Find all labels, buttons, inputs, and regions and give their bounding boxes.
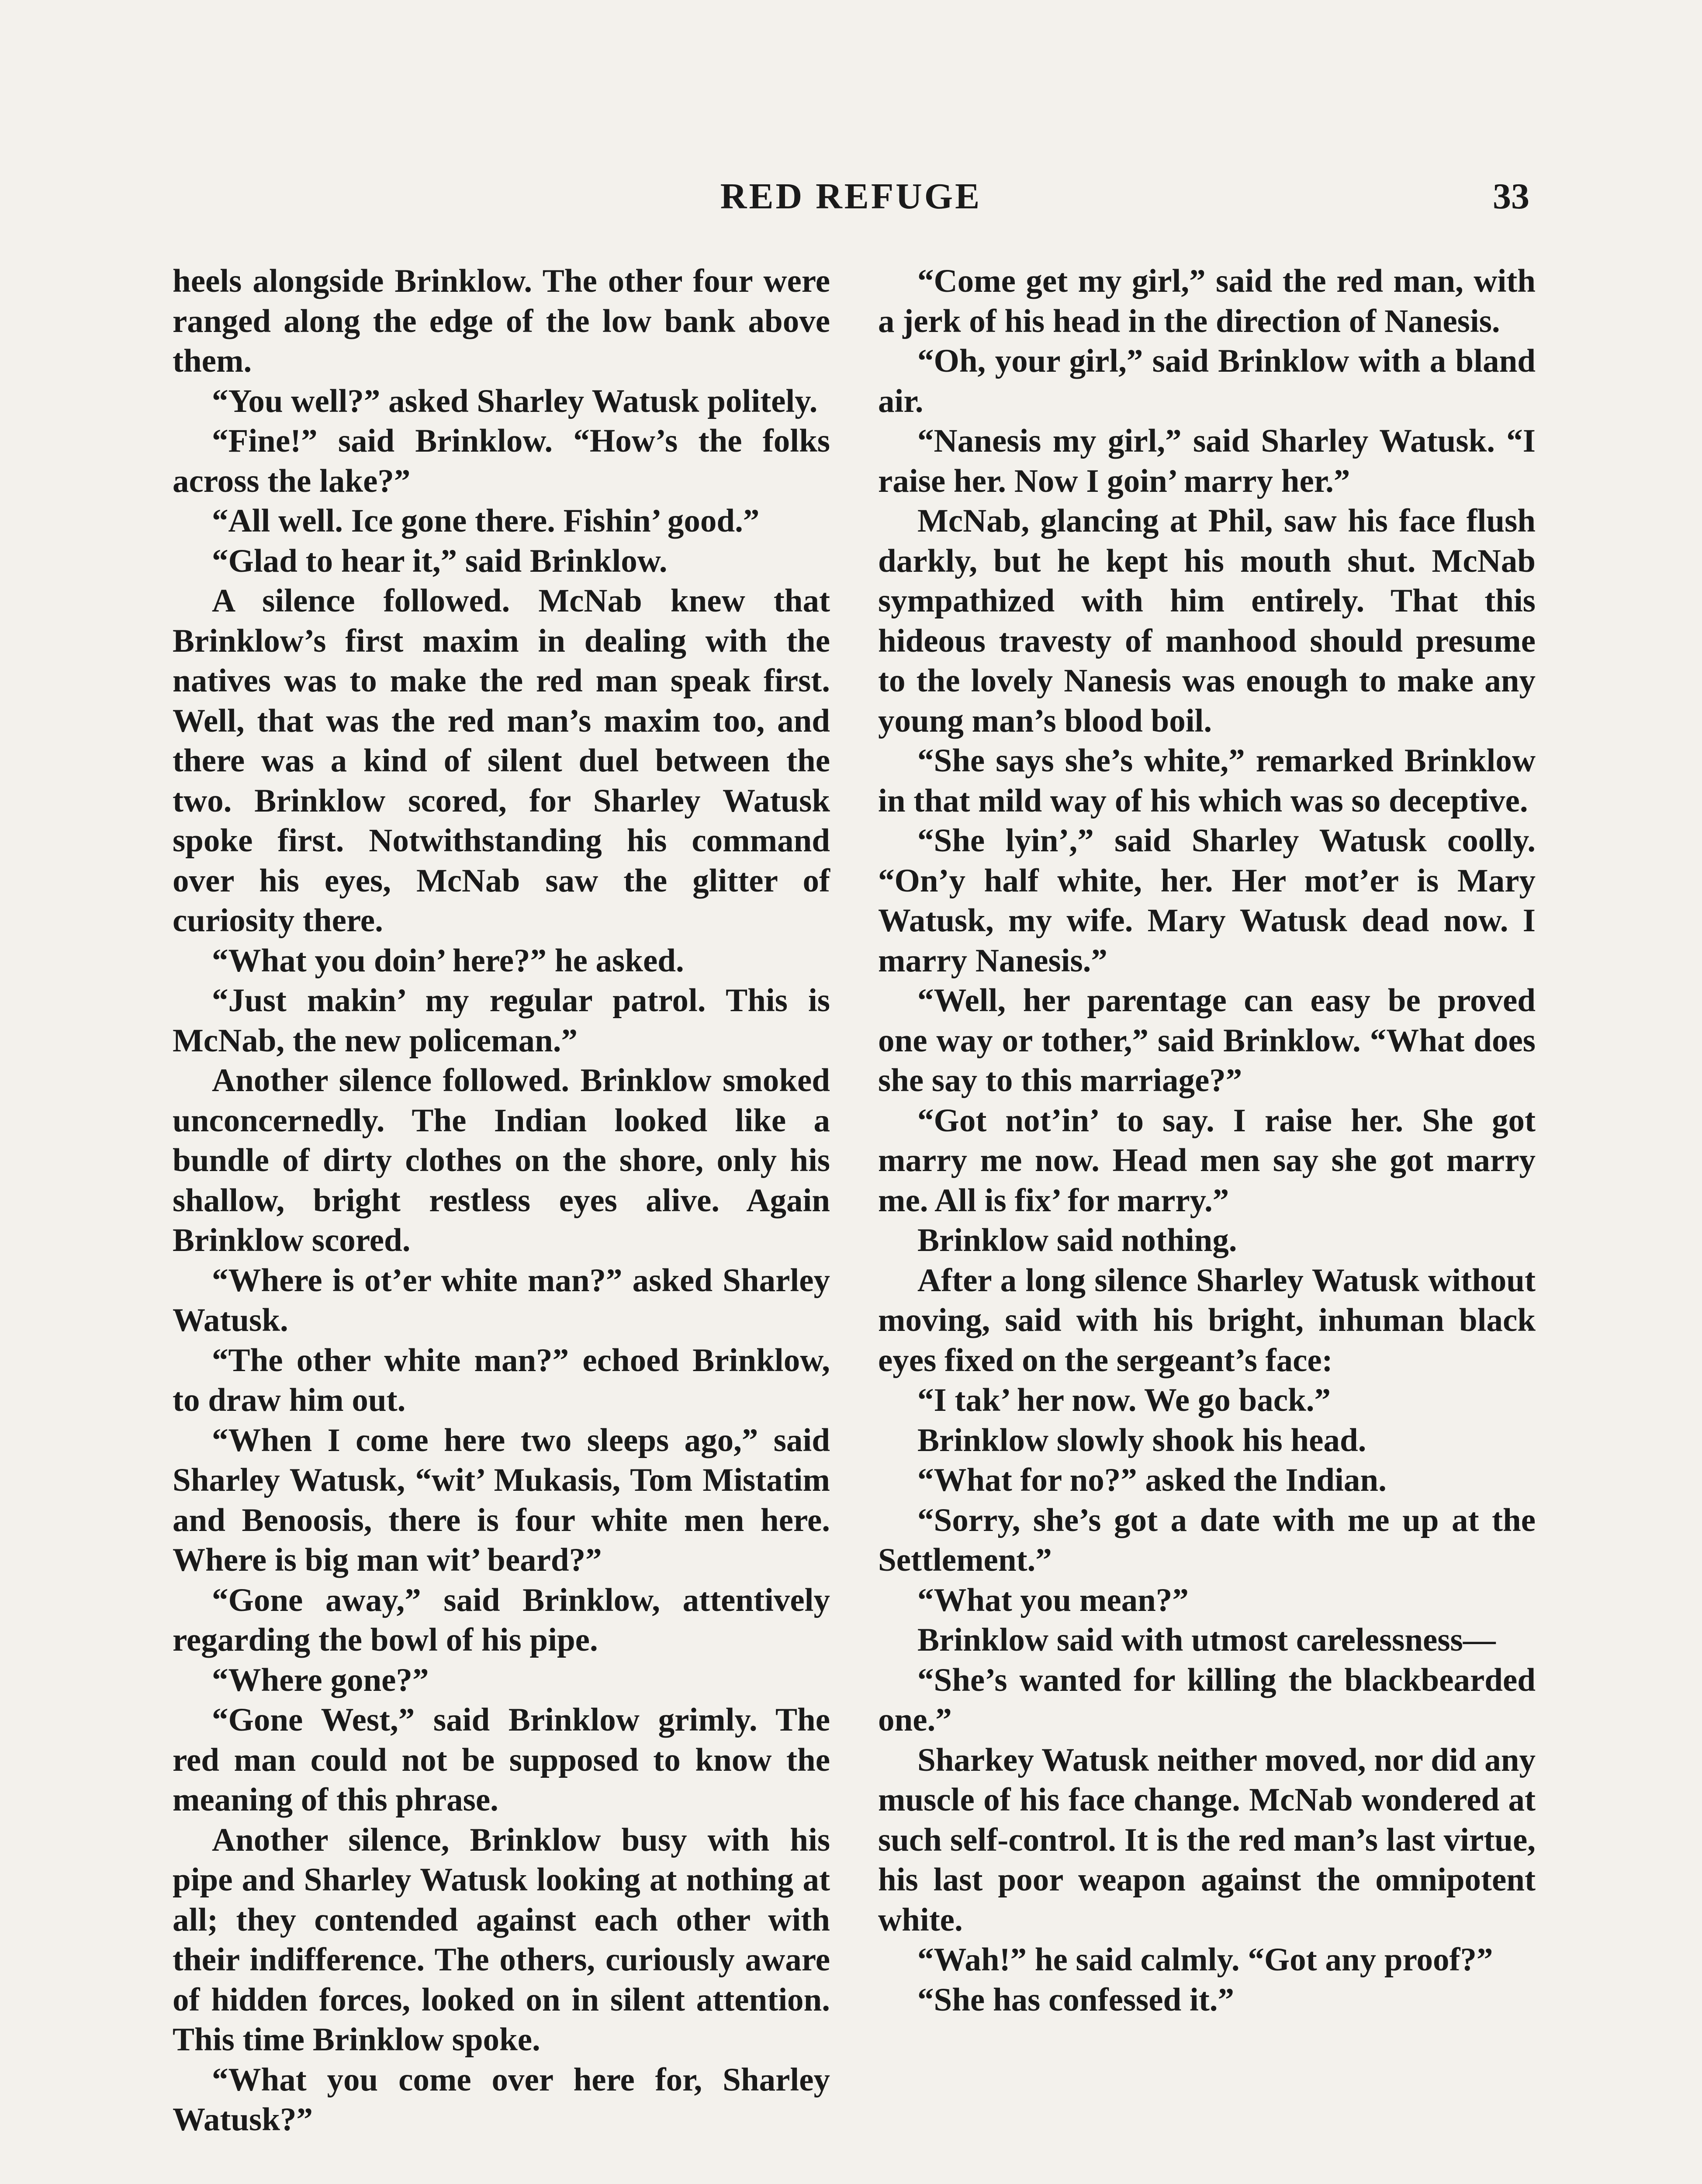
- paragraph: “All well. Ice gone there. Fishin’ good.”: [212, 503, 760, 539]
- paragraph: “Glad to hear it,” said Brinklow.: [212, 543, 668, 579]
- paragraph: “You well?” asked Sharley Watusk politely.: [212, 383, 818, 419]
- paragraph: “When I come here two sleeps ago,” said Sharley Watusk, “wit’ Mukasis, Tom Mistatim and Benoosis, there is four white men here. Where is big man wit’ beard?”: [173, 1422, 830, 1578]
- paragraph: “Gone away,” said Brinklow, attentively regarding the bowl of his pipe.: [173, 1582, 830, 1658]
- paragraph: McNab, glancing at Phil, saw his face flush darkly, but he kept his mouth shut. McNab sympathized with him entirely. That this hideous travesty of manhood should presume to the lovely Nanesis was enough to make any young man’s blood boil.: [878, 503, 1536, 739]
- paragraph: A silence followed. McNab knew that Brinklow’s first maxim in dealing with the natives was to make the red man speak first. Well, that was the red man’s maxim too, and there was a kind of silent duel between the two. Brinklow scored, for Sharley Watusk spoke first. Notwithstanding his command over his eyes, McNab saw the glitter of curiosity there.: [173, 583, 830, 939]
- paragraph: heels alongside Brinklow. The other four were ranged along the edge of the low bank above them.: [173, 263, 830, 379]
- paragraph: “What you mean?”: [917, 1582, 1189, 1618]
- paragraph: “I tak’ her now. We go back.”: [917, 1382, 1331, 1418]
- paragraph: “She lyin’,” said Sharley Watusk coolly. “On’y half white, her. Her mot’er is Mary Watusk, my wife. Mary Watusk dead now. I marry Nanesis.”: [878, 822, 1536, 979]
- paragraph: “Where gone?”: [212, 1662, 429, 1698]
- paragraph: “Nanesis my girl,” said Sharley Watusk. “I raise her. Now I goin’ marry her.”: [878, 423, 1536, 499]
- paragraph: “Gone West,” said Brinklow grimly. The red man could not be supposed to know the meaning of this phrase.: [173, 1702, 830, 1818]
- paragraph: Brinklow said with utmost carelessness—: [917, 1622, 1496, 1658]
- paragraph: Brinklow slowly shook his head.: [917, 1422, 1366, 1458]
- paragraph: After a long silence Sharley Watusk without moving, said with his bright, inhuman black eyes fixed on the sergeant’s face:: [878, 1262, 1536, 1379]
- paragraph: “Got not’in’ to say. I raise her. She got marry me now. Head men say she got marry me. All is fix’ for marry.”: [878, 1102, 1536, 1219]
- paragraph: “Where is ot’er white man?” asked Sharley Watusk.: [173, 1262, 830, 1338]
- paragraph: “Wah!” he said calmly. “Got any proof?”: [917, 1942, 1493, 1978]
- paragraph: “Sorry, she’s got a date with me up at the Settlement.”: [878, 1502, 1536, 1578]
- paragraph: “What you doin’ here?” he asked.: [212, 942, 684, 979]
- page-number: 33: [1493, 176, 1529, 217]
- paragraph: “She’s wanted for killing the blackbearded one.”: [878, 1662, 1536, 1738]
- paragraph: “She says she’s white,” remarked Brinklow in that mild way of his which was so deceptive.: [878, 743, 1536, 819]
- paragraph: Brinklow said nothing.: [917, 1222, 1237, 1258]
- paragraph: “What for no?” asked the Indian.: [917, 1462, 1387, 1498]
- paragraph: “Well, her parentage can easy be proved one way or tother,” said Brinklow. “What does she say to this marriage?”: [878, 982, 1536, 1099]
- paragraph: “Just makin’ my regular patrol. This is McNab, the new policeman.”: [173, 982, 830, 1059]
- paragraph: “Oh, your girl,” said Brinklow with a bland air.: [878, 343, 1536, 419]
- paragraph: Another silence followed. Brinklow smoked unconcernedly. The Indian looked like a bundle of dirty clothes on the shore, only his shallow, bright restless eyes alive. Again Brinklow scored.: [173, 1062, 830, 1258]
- paragraph: “What you come over here for, Sharley Watusk?”: [173, 2061, 830, 2138]
- paragraph: “The other white man?” echoed Brinklow, to draw him out.: [173, 1342, 830, 1418]
- running-head: [0, 173, 1702, 221]
- paragraph: Another silence, Brinklow busy with his pipe and Sharley Watusk looking at nothing at all; they contended against each other with their indifference. The others, curiously aware of hidden forces, looked on in silent attention. This time Brinklow spoke.: [173, 1821, 830, 2058]
- paragraph: “She has confessed it.”: [917, 1981, 1235, 2018]
- paragraph: “Come get my girl,” said the red man, with a jerk of his head in the direction of Nanesis.: [878, 263, 1536, 339]
- page-title: RED REFUGE: [720, 176, 982, 217]
- paragraph: Sharkey Watusk neither moved, nor did any muscle of his face change. McNab wondered at such self-control. It is the red man’s last virtue, his last poor weapon against the omnipotent white.: [878, 1742, 1536, 1938]
- paragraph: “Fine!” said Brinklow. “How’s the folks across the lake?”: [173, 423, 830, 499]
- left-column: [173, 261, 830, 2140]
- right-column: [878, 261, 1536, 2020]
